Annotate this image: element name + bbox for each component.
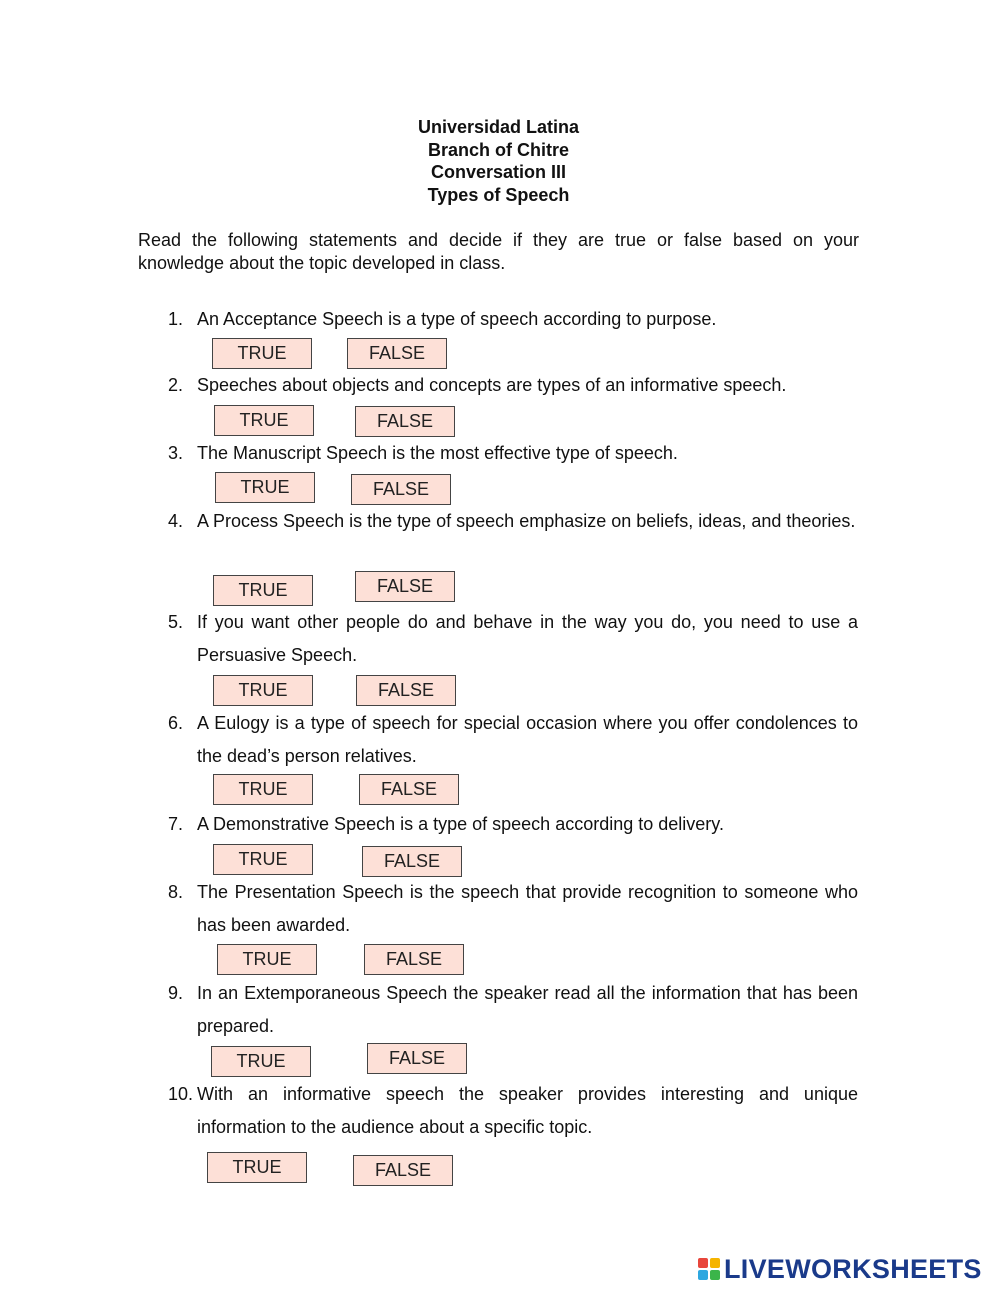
q8-true-button[interactable]: TRUE	[217, 944, 317, 975]
q3-false-button[interactable]: FALSE	[351, 474, 451, 505]
q3-true-button[interactable]: TRUE	[215, 472, 315, 503]
question-text: If you want other people do and behave in the way you do, you need to use a Persuasive Speech.	[197, 612, 858, 665]
q4-false-button[interactable]: FALSE	[355, 571, 455, 602]
question-number: 1.	[168, 309, 184, 329]
topic-title: Types of Speech	[427, 184, 570, 205]
q8-false-button[interactable]: FALSE	[364, 944, 464, 975]
question-text: A Eulogy is a type of speech for special occasion where you offer condolences to the dead’s person relatives.	[197, 713, 858, 766]
q2-false-button[interactable]: FALSE	[355, 406, 455, 437]
course-name: Conversation III	[430, 162, 567, 182]
instructions: Read the following statements and decide if they are true or false based on your knowledge about the topic developed in class.	[138, 230, 859, 273]
q5-true-button[interactable]: TRUE	[213, 675, 313, 706]
question-number: 2.	[168, 375, 184, 395]
q4-true-button[interactable]: TRUE	[213, 575, 313, 606]
university-name: Universidad Latina	[417, 117, 580, 137]
question-text: A Demonstrative Speech is a type of speech according to delivery.	[197, 814, 724, 834]
question-text: In an Extemporaneous Speech the speaker read all the information that has been prepared.	[197, 983, 858, 1036]
logo-square-red	[698, 1258, 708, 1268]
question-3	[168, 437, 858, 470]
question-text: A Process Speech is the type of speech emphasize on beliefs, ideas, and theories.	[197, 511, 856, 531]
question-5	[168, 606, 858, 672]
q7-true-button[interactable]: TRUE	[213, 844, 313, 875]
question-number: 6.	[168, 713, 184, 733]
question-7	[168, 808, 858, 841]
q7-false-button[interactable]: FALSE	[362, 846, 462, 877]
liveworksheets-logo	[698, 1252, 982, 1286]
q9-true-button[interactable]: TRUE	[211, 1046, 311, 1077]
question-9	[168, 977, 858, 1043]
q1-false-button[interactable]: FALSE	[347, 338, 447, 369]
question-10	[168, 1078, 858, 1144]
q10-false-button[interactable]: FALSE	[353, 1155, 453, 1186]
question-text: Speeches about objects and concepts are types of an informative speech.	[197, 375, 787, 395]
question-8	[168, 876, 858, 942]
logo-square-green	[710, 1270, 720, 1280]
q10-true-button[interactable]: TRUE	[207, 1152, 307, 1183]
q6-true-button[interactable]: TRUE	[213, 774, 313, 805]
question-number: 5.	[168, 612, 184, 632]
logo-square-yellow	[710, 1258, 720, 1268]
question-text: With an informative speech the speaker provides interesting and unique information to the audience about a specific topic.	[197, 1084, 858, 1137]
question-text: The Presentation Speech is the speech that provide recognition to someone who has been awarded.	[197, 882, 858, 935]
worksheet-header	[0, 116, 1000, 206]
question-number: 10.	[168, 1084, 194, 1104]
question-6	[168, 707, 858, 773]
question-2	[168, 369, 858, 402]
branch-name: Branch of Chitre	[427, 139, 569, 160]
question-number: 7.	[168, 814, 184, 834]
q1-true-button[interactable]: TRUE	[212, 338, 312, 369]
q9-false-button[interactable]: FALSE	[367, 1043, 467, 1074]
logo-text: LIVEWORKSHEETS	[724, 1253, 982, 1284]
question-number: 9.	[168, 983, 184, 1003]
logo-icon	[698, 1258, 720, 1280]
logo-square-blue	[698, 1270, 708, 1280]
question-1	[168, 303, 858, 336]
question-text: An Acceptance Speech is a type of speech according to purpose.	[197, 309, 717, 329]
question-text: The Manuscript Speech is the most effective type of speech.	[197, 443, 678, 463]
q6-false-button[interactable]: FALSE	[359, 774, 459, 805]
q5-false-button[interactable]: FALSE	[356, 675, 456, 706]
question-number: 4.	[168, 511, 184, 531]
q2-true-button[interactable]: TRUE	[214, 405, 314, 436]
question-number: 3.	[168, 443, 184, 463]
question-number: 8.	[168, 882, 184, 902]
question-4	[168, 505, 858, 571]
